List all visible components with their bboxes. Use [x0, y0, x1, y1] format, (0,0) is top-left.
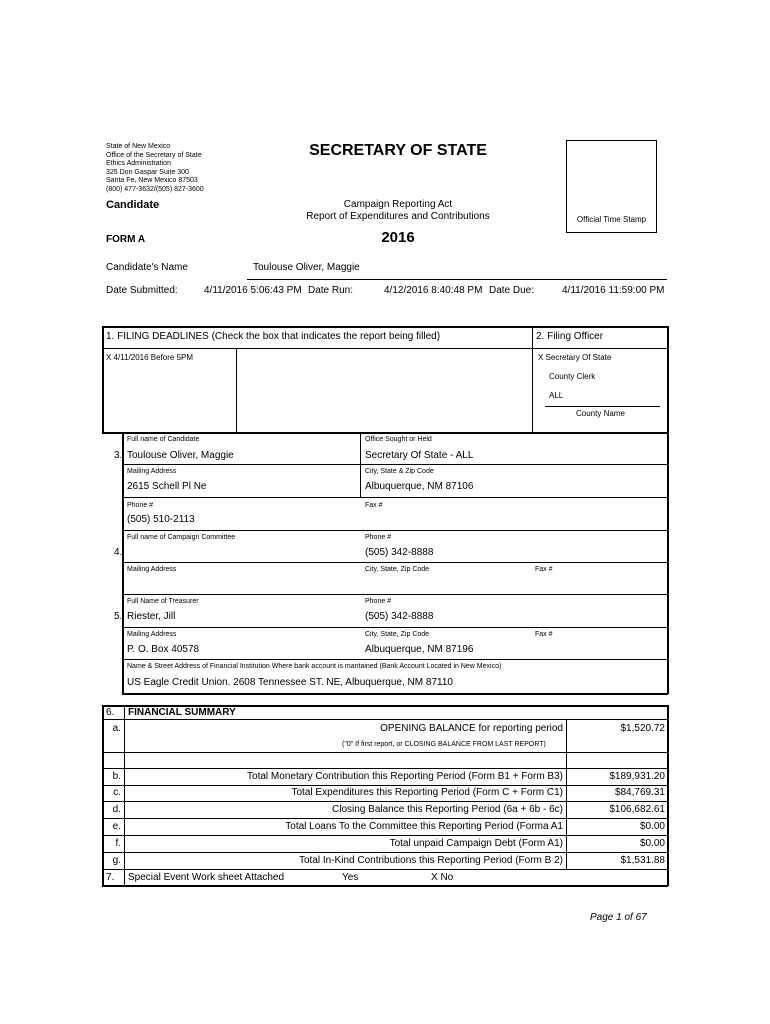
row-value: $0.00 [639, 821, 665, 832]
row-letter: a. [112, 723, 121, 734]
row-label: Total Loans To the Committee this Reporting Period (Forma A1 [285, 821, 563, 832]
row-label: Total Monetary Contribution this Reporting Period (Form B1 + Form B3) [247, 771, 563, 782]
candidate-heading: Candidate [106, 199, 160, 211]
filing-deadline-option[interactable]: X 4/11/2016 Before 5PM [106, 353, 194, 362]
treasurer-city[interactable]: Albuquerque, NM 87196 [365, 644, 474, 655]
page-title: SECRETARY OF STATE [309, 142, 487, 159]
date-submitted-label: Date Submitted: [106, 285, 178, 296]
section-7-number: 7. [106, 872, 115, 883]
treasurer-mailing-label: Mailing Address [127, 631, 177, 638]
treasurer-city-label: City, State, Zip Code [365, 631, 430, 638]
committee-fax-label: Fax # [535, 566, 553, 573]
row-label: OPENING BALANCE for reporting period [380, 723, 563, 734]
opening-balance-note: ("0" If first report, or CLOSING BALANCE FROM LAST REPORT) [342, 741, 546, 748]
treasurer-fax-label: Fax # [535, 631, 553, 638]
treasurer-label: Full Name of Treasurer [127, 598, 199, 605]
row-letter: f. [115, 838, 121, 849]
filing-deadlines-title: 1. FILING DEADLINES (Check the box that indicates the report being filled) [106, 331, 441, 342]
row-label: Total Expenditures this Reporting Period (Form C + Form C1) [291, 787, 563, 798]
phone-value[interactable]: (505) 510-2113 [127, 514, 195, 525]
office-value[interactable]: Secretary Of State - ALL [365, 450, 474, 461]
row-label: Total unpaid Campaign Debt (Form A1) [389, 838, 563, 849]
page-number: Page 1 of 67 [590, 912, 647, 923]
mailing-address-label: Mailing Address [127, 468, 177, 475]
row-value: $0.00 [639, 838, 665, 849]
date-run: 4/12/2016 8:40:48 PM [384, 285, 483, 296]
bank-value[interactable]: US Eagle Credit Union. 2608 Tennessee ST. NE, Albuquerque, NM 87110 [127, 677, 453, 688]
section-6-number: 6. [106, 707, 115, 718]
committee-name-label: Full name of Campaign Committee [127, 534, 236, 541]
phone-label: Phone # [127, 502, 154, 509]
officer-option-sos[interactable]: X Secretary Of State [538, 353, 612, 362]
section-3-number: 3. [114, 450, 123, 461]
special-event-no[interactable]: X No [431, 872, 454, 883]
row-letter: c. [113, 787, 121, 798]
form-label: FORM A [106, 234, 146, 245]
special-event-yes[interactable]: Yes [342, 872, 359, 883]
subtitle-report: Report of Expenditures and Contributions [306, 211, 490, 222]
county-name-underline [545, 406, 660, 407]
financial-summary-title: FINANCIAL SUMMARY [128, 707, 236, 718]
section-5-number: 5. [114, 611, 123, 622]
committee-phone-label: Phone # [365, 534, 392, 541]
office-label: Office Sought or Held [365, 436, 432, 443]
row-label: Closing Balance this Reporting Period (6a + 6b - 6c) [332, 804, 563, 815]
agency-line: (800) 477-3632/(505) 827-3600 [106, 186, 204, 193]
committee-city-label: City, State, Zip Code [365, 566, 430, 573]
date-due: 4/11/2016 11:59:00 PM [562, 285, 665, 296]
treasurer-phone[interactable]: (505) 342-8888 [365, 611, 434, 622]
row-value: $1,531.88 [620, 855, 665, 866]
date-run-label: Date Run: [308, 285, 354, 296]
subtitle-act: Campaign Reporting Act [343, 199, 453, 210]
agency-line: Santa Fe, New Mexico 87503 [106, 177, 198, 184]
row-label: Total In-Kind Contributions this Reporting Period (Form B 2) [298, 855, 563, 866]
candidate-name-label: Candidate's Name [106, 262, 188, 273]
agency-line: 325 Don Gaspar Suite 300 [106, 169, 189, 176]
section-4-number: 4. [114, 547, 123, 558]
row-letter: e. [112, 821, 121, 832]
candidate-name: Toulouse Oliver, Maggie [253, 262, 360, 273]
mailing-address[interactable]: 2615 Schell Pl Ne [127, 481, 207, 492]
committee-phone[interactable]: (505) 342-8888 [365, 547, 434, 558]
bank-label: Name & Street Address of Financial Institution Where bank account is mantained (Bank Account Located in New Mexico) [127, 663, 502, 670]
name-underline [247, 279, 667, 280]
agency-line: Office of the Secretary of State [106, 152, 202, 159]
special-event-label: Special Event Work sheet Attached [128, 872, 285, 883]
row-value: $189,931.20 [609, 771, 665, 782]
officer-option-county-clerk[interactable]: County Clerk [549, 372, 596, 381]
date-due-label: Date Due: [489, 285, 535, 296]
row-letter: d. [112, 804, 121, 815]
row-value: $84,769.31 [614, 787, 665, 798]
fax-label: Fax # [365, 502, 383, 509]
row-letter: b. [112, 771, 121, 782]
treasurer-phone-label: Phone # [365, 598, 392, 605]
city-value[interactable]: Albuquerque, NM 87106 [365, 481, 474, 492]
treasurer-mailing[interactable]: P. O. Box 40578 [127, 644, 200, 655]
report-year: 2016 [381, 229, 415, 246]
agency-line: Ethics Administration [106, 160, 171, 167]
row-value: $1,520.72 [620, 723, 665, 734]
city-label: City, State & Zip Code [365, 468, 434, 475]
committee-mailing-label: Mailing Address [127, 566, 177, 573]
row-letter: g. [112, 855, 121, 866]
officer-option-all[interactable]: ALL [549, 391, 564, 400]
filing-officer-title: 2. Filing Officer [536, 331, 604, 342]
treasurer-name[interactable]: Riester, Jill [127, 611, 176, 622]
date-submitted: 4/11/2016 5:06:43 PM [204, 285, 302, 296]
candidate-fullname-label: Full name of Candidate [127, 436, 200, 443]
candidate-fullname[interactable]: Toulouse Oliver, Maggie [127, 450, 234, 461]
row-value: $106,682.61 [609, 804, 665, 815]
agency-line: State of New Mexico [106, 143, 171, 150]
county-name-label: County Name [576, 409, 625, 418]
time-stamp-label: Official Time Stamp [576, 215, 647, 224]
